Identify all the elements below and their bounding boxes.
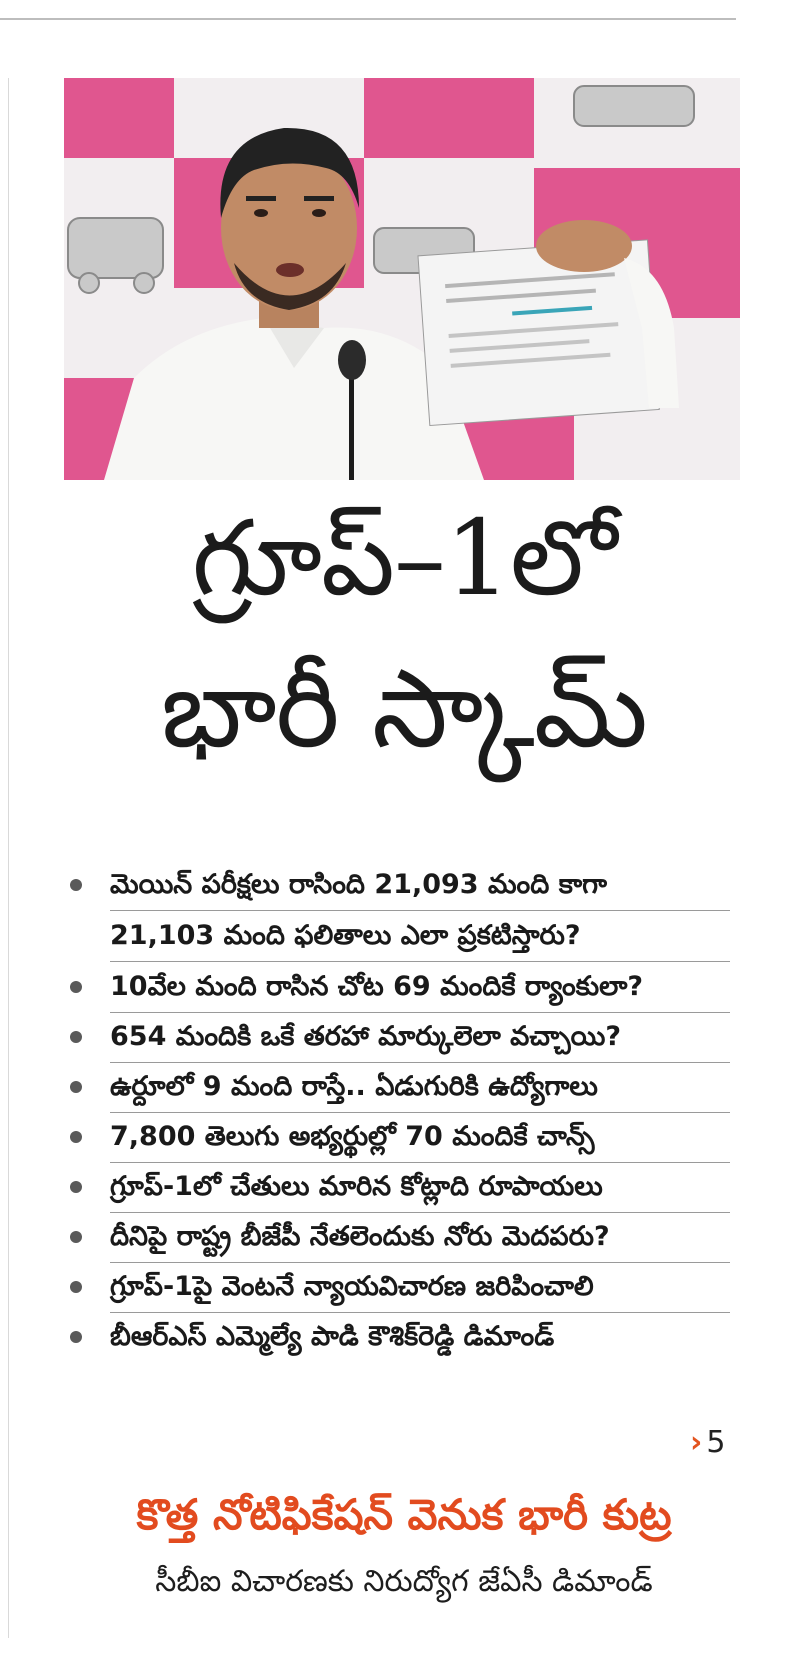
bullet-text: 10వేల మంది రాసిన చోట 69 మందికే ర్యాంకులా? [110, 962, 730, 1013]
bullet-text: గ్రూప్-1లో చేతులు మారిన కోట్లాది రూపాయలు [110, 1162, 730, 1213]
page-number: 5 [706, 1425, 726, 1460]
headline-line-1: గ్రూప్–1లో [191, 497, 617, 619]
bullet-dot-icon [70, 879, 82, 891]
bullet-item [68, 1262, 748, 1312]
bullet-list [68, 860, 748, 1362]
headline-line-2: భారీ స్కామ్ [160, 647, 648, 772]
top-rule [0, 18, 736, 20]
continued-page-ref [690, 1425, 725, 1460]
bullet-dot-icon [70, 1281, 82, 1293]
bullet-item [68, 1312, 748, 1362]
bullet-dot-icon [70, 1081, 82, 1093]
sub-headline-deck: సీబీఐ విచారణకు నిరుద్యోగ జేఏసీ డిమాండ్ [155, 1564, 653, 1599]
bullet-dot-icon [70, 1031, 82, 1043]
bullet-item [68, 962, 748, 1012]
bullet-item [68, 1112, 748, 1162]
bullet-item [68, 1062, 748, 1112]
column-rule [8, 78, 9, 1638]
news-photo [64, 78, 740, 480]
bullet-text: మెయిన్ పరీక్షలు రాసింది 21,093 మంది కాగా [110, 860, 730, 911]
bullet-item [68, 1162, 748, 1212]
bullet-dot-icon [70, 1331, 82, 1343]
bullet-text: 7,800 తెలుగు అభ్యర్థుల్లో 70 మందికే చాన్స్ [110, 1112, 730, 1163]
bullet-text: ఉర్దూలో 9 మంది రాస్తే.. ఏడుగురికి ఉద్యోగాలు [110, 1062, 730, 1113]
bullet-text: దీనిపై రాష్ట్ర బీజేపీ నేతలెందుకు నోరు మెదపరు? [110, 1212, 730, 1263]
bullet-item [68, 1012, 748, 1062]
bullet-text-continued: 21,103 మంది ఫలితాలు ఎలా ప్రకటిస్తారు? [110, 911, 730, 962]
bullet-dot-icon [70, 1131, 82, 1143]
bullet-dot-icon [70, 1231, 82, 1243]
chevron-right-icon: › [690, 1425, 703, 1460]
bullet-dot-icon [70, 1181, 82, 1193]
bullet-dot-icon [70, 981, 82, 993]
bullet-text: 654 మందికి ఒకే తరహా మార్కులెలా వచ్చాయి? [110, 1012, 730, 1063]
bullet-item [68, 1212, 748, 1262]
bullet-text: గ్రూప్-1పై వెంటనే న్యాయవిచారణ జరిపించాలి [110, 1262, 730, 1313]
bullet-item [68, 860, 748, 962]
sub-headline: కొత్త నోటిఫికేషన్ వెనుక భారీ కుట్ర [136, 1490, 672, 1539]
bullet-text: బీఆర్ఎస్ ఎమ్మెల్యే పాడి కౌశిక్‌రెడ్డి డిమాండ్ [110, 1321, 555, 1352]
